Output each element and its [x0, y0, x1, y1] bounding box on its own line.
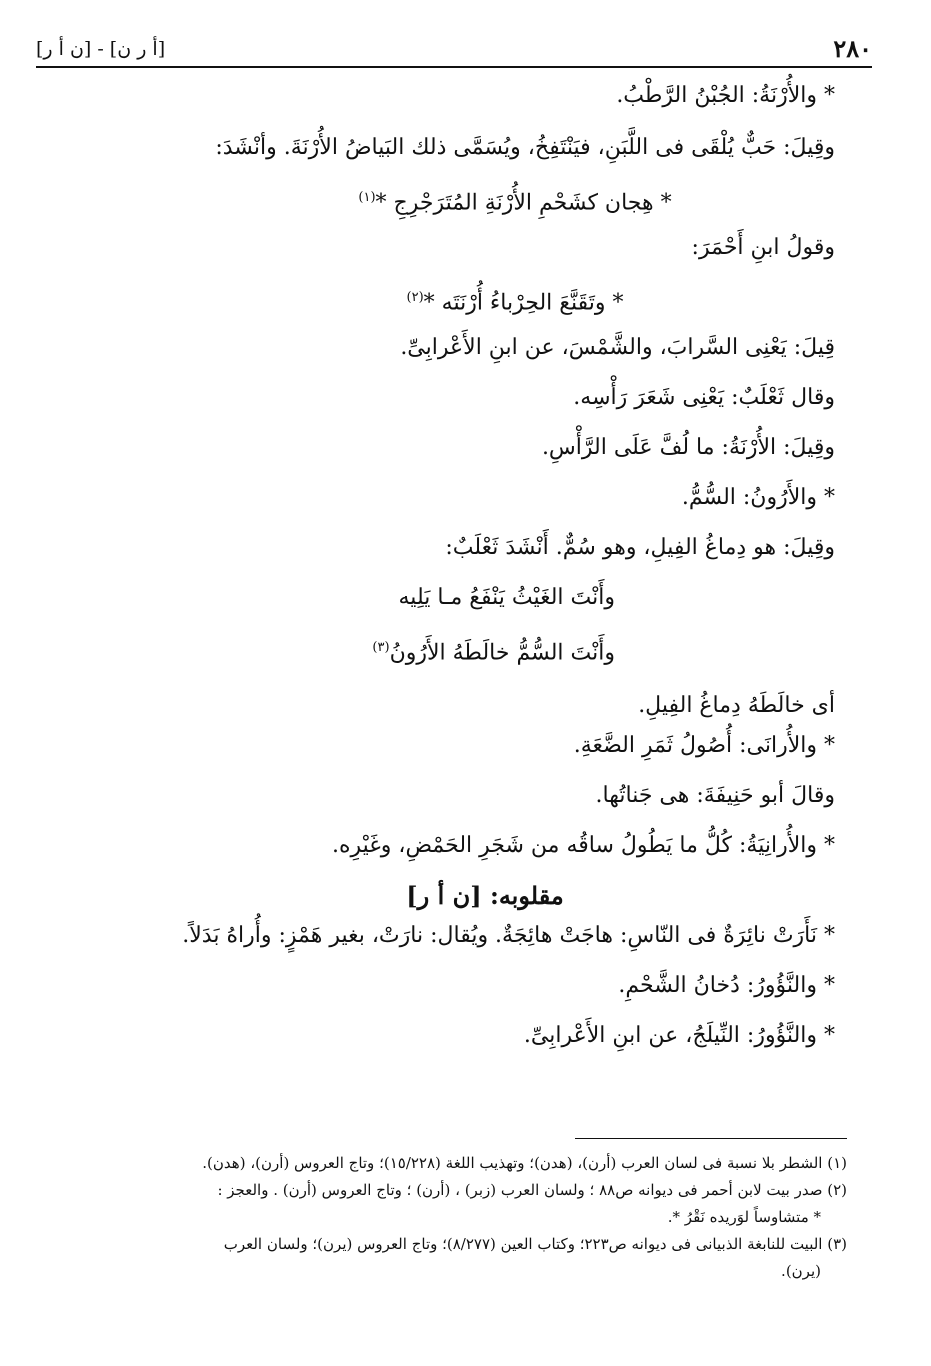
- text-line: * والنَّؤُورُ: دُخانُ الشَّحْمِ.: [618, 973, 835, 998]
- verse-line: وأَنْتَ الغَيْثُ يَنْفَعُ مـا يَلِيه: [398, 585, 615, 610]
- text-line: * والنَّؤُورُ: النِّيلَجُ، عن ابنِ الأَعْرابِىِّ.: [523, 1023, 835, 1048]
- text-line: وقِيلَ: حَبٌّ يُلْقَى فى اللَّبَنِ، فيَنْتَفِخُ، ويُسَمَّى ذلك البَياضُ الأُرْنَةَ. وأنْشَدَ:: [215, 135, 835, 160]
- footnote-1: (١) الشطر بلا نسبة فى لسان العرب (أرن)، (هدن)؛ وتهذيب اللغة (١٥/٢٢٨)؛ وتاج العروس (أرن)، (هدن).: [202, 1154, 847, 1172]
- text-line: وقِيلَ: هو دِماغُ الفِيلِ، وهو سُمٌّ. أَنْشَدَ ثَعْلَبٌ:: [445, 535, 835, 560]
- text-line: أى خالَطَهُ دِماغُ الفِيلِ.: [638, 693, 835, 718]
- text-line: * والأُرْنَةُ: الجُبْنُ الرَّطْبُ.: [616, 83, 835, 108]
- verse-text: * وتَقَنَّعَ الحِرْباءُ أُرْنَتَه *: [423, 290, 624, 316]
- text-line: * والأُرانَى: أُصُولُ ثَمَرِ الضَّعَةِ.: [573, 733, 835, 758]
- footnote-ref: (٣): [372, 640, 390, 655]
- text-line: وقِيلَ: الأُرْنَةُ: ما لُفَّ عَلَى الرَّأْسِ.: [541, 435, 835, 460]
- section-heading: مقلوبه: [ن أ ر]: [406, 881, 564, 910]
- verse-text: * هِجان كشَحْمِ الأُرْنَةِ المُتَرَجْرِجِ *: [375, 190, 672, 216]
- text-line: قِيلَ: يَعْنِى السَّرابَ، والشَّمْسَ، عن ابنِ الأَعْرابِىِّ.: [400, 335, 835, 360]
- text-line: * نَأَرَتْ نائِرَةٌ فى النّاسِ: هاجَتْ هائِجَةٌ. ويُقال: نارَتْ، بغير هَمْزٍ: وأُراهُ بَدَلاً.: [182, 923, 835, 948]
- footnotes: [67, 1150, 847, 1285]
- page-header: [36, 32, 872, 68]
- text-line: * والأُرانِيَةُ: كُلُّ ما يَطُولُ ساقُه من شَجَرِ الحَمْضِ، وغَيْرِه.: [331, 833, 835, 858]
- text-line: * والأَرُونُ: السُّمُّ.: [681, 485, 835, 510]
- footnote-3: (٣) البيت للنابغة الذبيانى فى ديوانه ص٢٢٣؛ وكتاب العين (٨/٢٧٧)؛ وتاج العروس (يرن)؛ ولسان العرب: [223, 1235, 847, 1253]
- footnote-3-continued: (يرن).: [781, 1262, 821, 1280]
- text-line: وقالَ أبو حَنِيفَةَ: هى جَناتُها.: [595, 783, 835, 808]
- running-head: [أ ر ن] - [ن أ ر]: [36, 38, 166, 60]
- footnote-2-continued: * متشاوساً لوَريده نَقْرُ *.: [667, 1208, 821, 1226]
- footnote-ref: (٢): [406, 290, 424, 305]
- verse-line: [75, 628, 835, 668]
- verse-line: [75, 278, 835, 318]
- footnote-2: (٢) صدر بيت لابن أحمر فى ديوانه ص٨٨ ؛ ولسان العرب (زبر) ، (أرن) ؛ وتاج العروس (أرن) . والعجز :: [217, 1181, 847, 1199]
- main-text: [75, 76, 835, 1056]
- footnote-ref: (١): [358, 190, 376, 205]
- verse-text: وأَنْتَ السُّمُّ خالَطَهُ الأَرُونُ: [389, 640, 615, 666]
- verse-line: [75, 178, 835, 218]
- footnote-divider: [575, 1138, 847, 1139]
- page-number: ٢٨٠: [833, 34, 872, 63]
- text-line: وقولُ ابنِ أَحْمَرَ:: [691, 235, 835, 260]
- text-line: وقال ثَعْلَبٌ: يَعْنِى شَعَرَ رَأْسِه.: [573, 385, 835, 410]
